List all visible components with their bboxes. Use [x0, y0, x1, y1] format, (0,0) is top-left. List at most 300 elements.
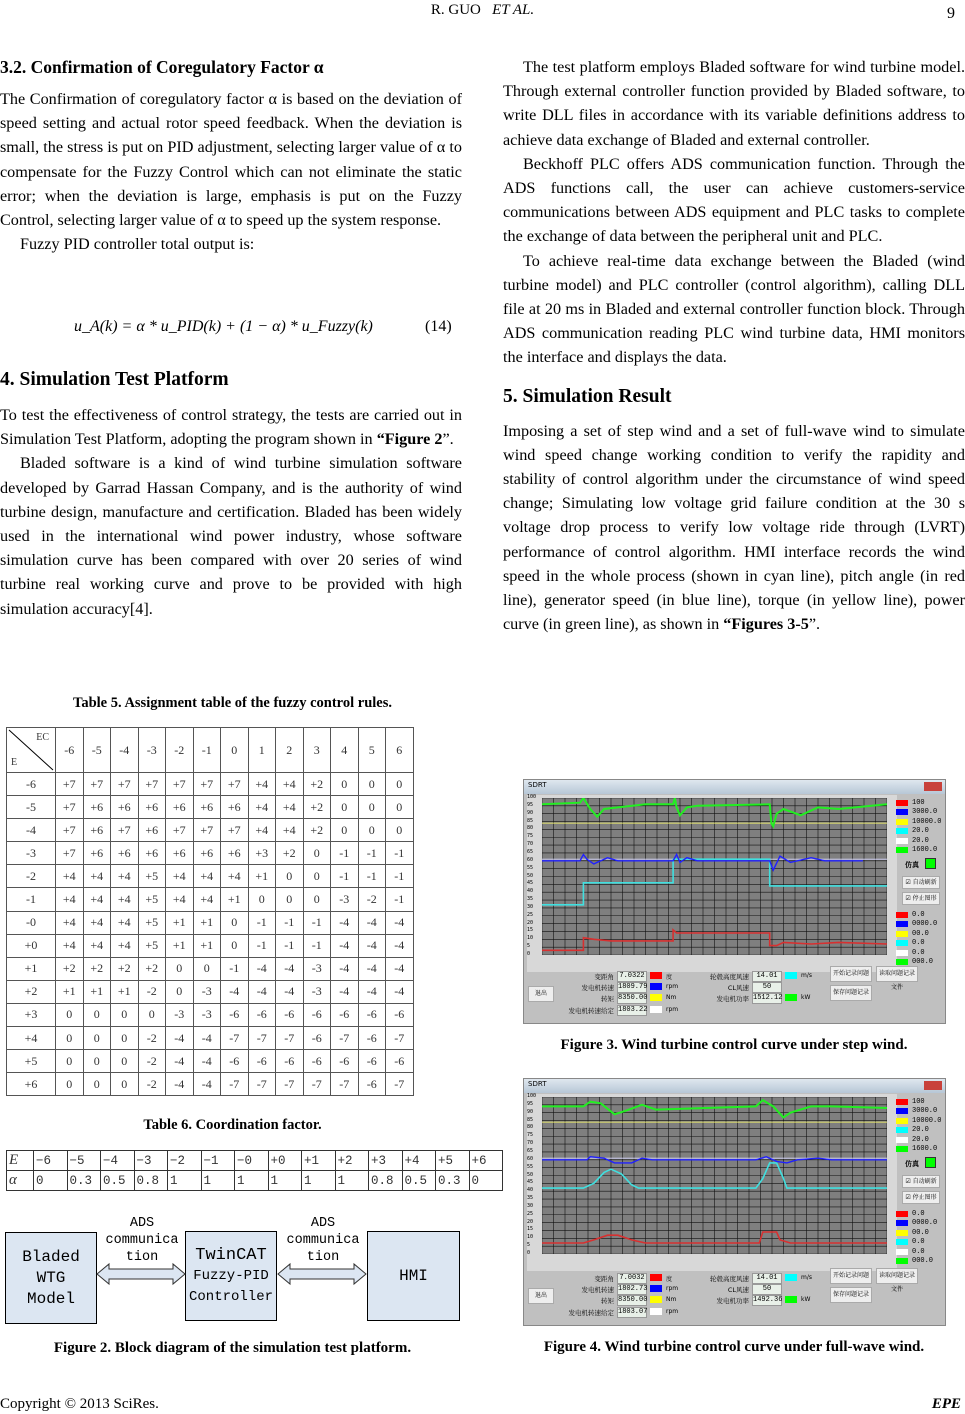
y-tick: 30 — [527, 903, 534, 910]
table-cell: 0 — [111, 1027, 139, 1050]
legend-item — [896, 817, 941, 827]
running-header — [0, 2, 965, 24]
table-row — [7, 888, 414, 911]
section-4-title: 4. Simulation Test Platform — [0, 369, 229, 390]
figure-4-hmi-screenshot — [523, 1078, 946, 1326]
legend-value: 000.0 — [912, 1257, 934, 1266]
table-cell: +7 — [111, 819, 139, 842]
unit: 度 — [666, 1276, 673, 1283]
table-cell: +4 — [56, 911, 84, 934]
y-tick: 40 — [527, 1187, 534, 1194]
block-label: Fuzzy-PID — [193, 1267, 269, 1284]
color-swatch — [896, 1137, 908, 1143]
figure-2-reference[interactable]: “Figure 2 — [376, 430, 443, 449]
table-row — [7, 1003, 414, 1026]
table-cell: -6 — [276, 1003, 304, 1026]
window-title: SDRT — [528, 781, 547, 789]
legend — [896, 1209, 937, 1266]
color-swatch — [650, 1308, 662, 1315]
y-tick: 70 — [527, 1140, 534, 1147]
table-cell: -1 — [331, 842, 359, 865]
table-cell: -6 — [303, 1050, 331, 1073]
table-cell: +4 — [56, 888, 84, 911]
e-value: +5 — [436, 1151, 470, 1171]
gen_speed-value: 1809.79 — [618, 983, 648, 991]
table-cell: +4 — [83, 865, 111, 888]
y-tick: 100 — [527, 794, 537, 800]
table-cell: 0 — [111, 1073, 139, 1096]
e-label: E — [11, 757, 18, 768]
y-tick: 85 — [527, 817, 534, 824]
unit: rpm — [666, 1308, 679, 1315]
figures-3-5-reference[interactable]: “Figures 3-5 — [723, 615, 809, 634]
legend-value: 3000.0 — [912, 808, 938, 817]
table-cell: 0 — [111, 1003, 139, 1026]
table-row — [7, 1027, 414, 1050]
table-cell: +2 — [56, 957, 84, 980]
legend-value: 1600.0 — [912, 1145, 938, 1154]
close-icon[interactable] — [924, 1081, 942, 1090]
table-cell: -1 — [358, 842, 386, 865]
table-cell: 0 — [386, 819, 414, 842]
table-cell: +4 — [83, 911, 111, 934]
alpha-value: 0.5 — [101, 1171, 135, 1191]
table-cell: +4 — [111, 888, 139, 911]
field-label: 发电机功率 — [716, 1297, 749, 1305]
table-cell: 0 — [56, 1050, 84, 1073]
legend-value: 3000.0 — [912, 1107, 938, 1116]
exit-button[interactable]: 退出 — [528, 986, 554, 1002]
table-cell: +4 — [276, 796, 304, 819]
table-cell: 0 — [303, 888, 331, 911]
table-cell: -7 — [221, 1027, 249, 1050]
table-cell: 0 — [248, 888, 276, 911]
table-cell: +4 — [111, 865, 139, 888]
table-cell: -4 — [193, 1050, 221, 1073]
y-tick: 100 — [527, 1093, 537, 1099]
plot-area — [542, 1097, 887, 1254]
table-cell: -6 — [358, 1003, 386, 1026]
right-paragraph-2: Beckhoff PLC offers ADS communication function. Through the ADS functions call, the user can achieve customers-service communications between ADS equipment and PLC tasks to complete the exchange of data between the peripheral unit and PLC. — [503, 154, 965, 246]
table-cell: -1 — [331, 865, 359, 888]
table-cell: +7 — [111, 773, 139, 796]
row-header: +2 — [7, 980, 56, 1003]
ads-link-label-1 — [104, 1215, 180, 1266]
table-5-caption: Table 5. Assignment table of the fuzzy control rules. — [73, 695, 392, 711]
table-cell: +6 — [83, 842, 111, 865]
e-value: −6 — [34, 1151, 68, 1171]
table-row — [7, 842, 414, 865]
hub_wind-value: 14.01 — [752, 971, 782, 982]
table-cell: -1 — [358, 865, 386, 888]
legend-item — [896, 1116, 941, 1126]
column-header: -2 — [166, 728, 194, 773]
table-6-caption: Table 6. Coordination factor. — [143, 1117, 322, 1133]
table-row — [7, 934, 414, 957]
stop-graph-checkbox[interactable]: ☑ 停止图形 — [902, 892, 940, 905]
read-record-button[interactable]: 读取问题记录文件 — [876, 1268, 918, 1284]
table-cell: 0 — [83, 1073, 111, 1096]
gen_speed-value: 1802.73 — [618, 1285, 648, 1293]
table-cell: -6 — [358, 1073, 386, 1096]
color-swatch — [650, 1285, 662, 1292]
table-cell: -4 — [193, 1027, 221, 1050]
table-row — [7, 957, 414, 980]
color-swatch — [650, 1296, 662, 1303]
table-cell: -6 — [358, 1050, 386, 1073]
y-tick: 20 — [527, 919, 534, 926]
y-tick: 5 — [527, 943, 531, 950]
row-header: -5 — [7, 796, 56, 819]
figure-3-caption: Figure 3. Wind turbine control curve under step wind. — [560, 1037, 908, 1053]
table-cell: +1 — [83, 980, 111, 1003]
column-header: -6 — [56, 728, 84, 773]
table-cell: 0 — [111, 1050, 139, 1073]
field-label: 轮毂高度风速 — [710, 1275, 749, 1283]
color-swatch — [650, 994, 662, 1001]
table-cell: +4 — [56, 934, 84, 957]
read-record-button[interactable]: 读取问题记录文件 — [876, 966, 918, 982]
color-swatch — [896, 828, 908, 834]
table-cell: +4 — [221, 865, 249, 888]
table-cell: +4 — [56, 865, 84, 888]
table-cell: +5 — [138, 865, 166, 888]
table-cell: +7 — [193, 819, 221, 842]
color-swatch — [785, 994, 797, 1001]
table-cell: -7 — [276, 1027, 304, 1050]
column-header: -5 — [83, 728, 111, 773]
color-swatch — [785, 1296, 797, 1303]
section-4-paragraph-1 — [0, 403, 462, 451]
legend-value: 10000.0 — [912, 817, 942, 826]
table-cell: +6 — [138, 819, 166, 842]
figure-4-caption: Figure 4. Wind turbine control curve under full-wave wind. — [543, 1339, 925, 1355]
cl-value: 50 — [752, 982, 782, 993]
legend-item — [896, 1107, 941, 1117]
table-header-row — [7, 728, 414, 773]
table-cell: -7 — [331, 1027, 359, 1050]
table-cell: -4 — [276, 980, 304, 1003]
alpha-value: 0.3 — [67, 1171, 101, 1191]
legend-value: 20.0 — [912, 827, 929, 836]
table-cell: +2 — [276, 842, 304, 865]
simulation-indicator — [925, 858, 936, 869]
e-value: −2 — [168, 1151, 202, 1171]
table-cell: +6 — [193, 842, 221, 865]
y-tick: 30 — [527, 1202, 534, 1209]
table-cell: +3 — [248, 842, 276, 865]
table-cell: +6 — [221, 796, 249, 819]
legend-value: 1600.0 — [912, 846, 938, 855]
start-record-button[interactable]: 开始记录问题 — [830, 966, 872, 982]
alpha-value: 0 — [469, 1171, 503, 1191]
alpha-value: 1 — [268, 1171, 302, 1191]
legend-item — [896, 920, 937, 930]
equation-14: u_A(k) = α * u_PID(k) + (1 − α) * u_Fuzzy(k) — [74, 318, 373, 335]
e-value: +0 — [268, 1151, 302, 1171]
table-cell: 0 — [83, 1027, 111, 1050]
y-tick: 55 — [527, 1163, 534, 1170]
table-cell: 0 — [331, 773, 359, 796]
row-header: -1 — [7, 888, 56, 911]
hub_wind-value: 14.01 — [752, 1273, 782, 1284]
table-cell: +7 — [193, 773, 221, 796]
column-header: -3 — [138, 728, 166, 773]
field-label: 发电机转速 — [581, 984, 614, 992]
simulation-label: 仿真 — [905, 1160, 919, 1168]
table-cell: +4 — [166, 888, 194, 911]
table-cell: -1 — [386, 865, 414, 888]
table-cell: 0 — [221, 911, 249, 934]
save-record-button[interactable]: 保存问题记录 — [830, 1287, 872, 1303]
right-paragraph-1: The test platform employs Bladed software for wind turbine model. Through external controller function provided by Bladed software, to write DLL files in accordance with its variable definitions address to achieve data exchange of Bladed and external controller. — [503, 58, 965, 149]
table-cell: -6 — [221, 1050, 249, 1073]
table-cell: +6 — [221, 842, 249, 865]
table-cell: +4 — [193, 888, 221, 911]
save-record-button[interactable]: 保存问题记录 — [830, 985, 872, 1001]
table-cell: +4 — [276, 819, 304, 842]
y-tick: 90 — [527, 1108, 534, 1115]
et-al: ET AL. — [492, 2, 535, 18]
table-cell: +5 — [138, 888, 166, 911]
table-cell: -4 — [386, 957, 414, 980]
y-tick: 0 — [527, 951, 531, 957]
table-cell: -3 — [303, 957, 331, 980]
table-cell: 0 — [276, 865, 304, 888]
color-swatch — [896, 1146, 908, 1152]
color-swatch — [650, 1274, 662, 1281]
row-header: -3 — [7, 842, 56, 865]
table-cell: +4 — [248, 796, 276, 819]
table-cell: -6 — [386, 1050, 414, 1073]
table-cell: -7 — [331, 1073, 359, 1096]
table-corner-cell — [7, 728, 56, 773]
cl-value: 50 — [752, 1284, 782, 1295]
ec-label: EC — [36, 732, 49, 743]
color-swatch — [896, 847, 908, 853]
bladed-wtg-block — [5, 1232, 97, 1324]
legend — [896, 910, 937, 967]
table-cell: -2 — [138, 1073, 166, 1096]
field-label: 发电机转速给定 — [568, 1309, 614, 1317]
link-label: communica — [105, 1233, 179, 1248]
y-tick: 65 — [527, 1147, 534, 1154]
legend-item — [896, 948, 937, 958]
author-name: R. GUO — [430, 2, 481, 18]
color-swatch — [896, 1220, 908, 1226]
color-swatch — [650, 1006, 662, 1013]
gen_set-value: 1803.07 — [618, 1308, 648, 1316]
table-row — [7, 911, 414, 934]
y-tick: 45 — [527, 1179, 534, 1186]
y-tick: 60 — [527, 1155, 534, 1162]
y-tick: 25 — [527, 1210, 534, 1217]
column-header: 2 — [276, 728, 304, 773]
table-cell: +4 — [83, 888, 111, 911]
row-label: α — [7, 1171, 34, 1191]
legend-item — [896, 1209, 937, 1219]
e-value: +4 — [402, 1151, 436, 1171]
y-tick: 10 — [527, 935, 534, 942]
exit-button[interactable]: 退出 — [528, 1288, 554, 1304]
color-swatch — [785, 972, 797, 979]
table-cell: -1 — [248, 934, 276, 957]
figure-3-hmi-screenshot — [523, 779, 946, 1024]
double-arrow-icon — [95, 1262, 187, 1286]
table-row — [7, 1050, 414, 1073]
table-cell: -4 — [358, 980, 386, 1003]
table-cell: +6 — [111, 796, 139, 819]
checkbox-label: 自动刷新 — [912, 879, 937, 886]
color-swatch — [896, 912, 908, 918]
power-value: 1512.12 — [753, 994, 783, 1002]
e-value: +2 — [335, 1151, 369, 1171]
table-cell: -7 — [221, 1073, 249, 1096]
table-cell: -6 — [358, 1027, 386, 1050]
color-swatch — [896, 921, 908, 927]
table-cell: +1 — [166, 934, 194, 957]
journal-name: EPE — [931, 1396, 961, 1412]
table-cell: +1 — [111, 980, 139, 1003]
pitch-value: 7.0032 — [617, 1273, 647, 1284]
table-cell: 0 — [193, 957, 221, 980]
y-tick: 90 — [527, 809, 534, 816]
section-3-2-title: 3.2. Confirmation of Coregulatory Factor α — [0, 57, 324, 77]
field-label: 转矩 — [601, 1297, 614, 1305]
table-cell: 0 — [56, 1027, 84, 1050]
unit: m/s — [801, 972, 812, 979]
power-value: 1492.36 — [753, 1296, 783, 1304]
table-cell: 0 — [303, 842, 331, 865]
e-value: +6 — [469, 1151, 503, 1171]
link-label: communica — [286, 1233, 360, 1248]
y-tick: 50 — [527, 872, 534, 879]
table-cell: 0 — [303, 865, 331, 888]
legend-value: 0.0 — [912, 948, 925, 957]
table-cell: +1 — [56, 980, 84, 1003]
row-header: +4 — [7, 1027, 56, 1050]
field-label: CL风速 — [727, 984, 749, 992]
unit: rpm — [666, 983, 679, 990]
table-row — [7, 819, 414, 842]
unit: Nm — [666, 1296, 677, 1303]
link-label: tion — [125, 1250, 159, 1265]
column-header: -1 — [193, 728, 221, 773]
window-titlebar — [524, 780, 945, 794]
legend-value: 0.0 — [912, 939, 925, 948]
auto-refresh-checkbox[interactable]: ☑ 自动刷新 — [902, 876, 940, 889]
field-label: 发电机转速给定 — [568, 1007, 614, 1015]
column-header: 5 — [358, 728, 386, 773]
table-cell: +1 — [166, 911, 194, 934]
close-icon[interactable] — [924, 782, 942, 791]
e-value: +1 — [302, 1151, 336, 1171]
y-tick: 45 — [527, 880, 534, 887]
table-cell: -1 — [221, 957, 249, 980]
legend — [896, 798, 941, 855]
start-record-button[interactable]: 开始记录问题 — [830, 1268, 872, 1284]
y-tick: 75 — [527, 833, 534, 840]
column-header: 0 — [221, 728, 249, 773]
table-cell: -4 — [221, 980, 249, 1003]
table-cell: -6 — [386, 1003, 414, 1026]
table-cell: 0 — [331, 819, 359, 842]
simulation-label: 仿真 — [905, 861, 919, 869]
legend-value: 10000.0 — [912, 1116, 942, 1125]
table-cell: -4 — [386, 980, 414, 1003]
legend-item — [896, 836, 941, 846]
field-label: CL风速 — [727, 1286, 749, 1294]
section-3-2-paragraph: The Confirmation of coregulatory factor α is based on the deviation of speed setting and actual rotor speed feedback. When the deviation is small, the stress is put on PID adjustment, selecting larger value of α to compensate for the Fuzzy Control which can not eliminate the static error; when the deviation is large, emphasis is put on the Fuzzy Control, selecting larger value of α to speed up the system response. — [0, 90, 462, 230]
auto-refresh-checkbox[interactable]: ☑ 自动刷新 — [902, 1175, 940, 1188]
table-cell: +7 — [166, 773, 194, 796]
row-header: +1 — [7, 957, 56, 980]
legend-value: 0.0 — [912, 910, 925, 919]
e-value: +3 — [369, 1151, 403, 1171]
table-cell: +6 — [83, 819, 111, 842]
y-tick: 5 — [527, 1242, 531, 1249]
table-cell: -6 — [331, 1050, 359, 1073]
table-cell: 0 — [56, 1003, 84, 1026]
table-cell: 0 — [83, 1050, 111, 1073]
table-cell: +2 — [303, 773, 331, 796]
table-cell: -6 — [248, 1003, 276, 1026]
column-header: 1 — [248, 728, 276, 773]
field-label: 变距角 — [594, 1275, 614, 1283]
gen_set-value: 1803.22 — [618, 1006, 648, 1014]
copyright: Copyright © 2013 SciRes. — [0, 1396, 159, 1412]
unit: rpm — [666, 1285, 679, 1292]
row-header: -4 — [7, 819, 56, 842]
field-label: 发电机转速 — [581, 1286, 614, 1294]
legend — [896, 1097, 941, 1154]
legend-value: 20.0 — [912, 836, 929, 845]
table-cell: -7 — [386, 1073, 414, 1096]
color-swatch — [896, 1099, 908, 1105]
table-cell: +7 — [56, 796, 84, 819]
alpha-value: 1 — [302, 1171, 336, 1191]
y-tick: 10 — [527, 1234, 534, 1241]
color-swatch — [896, 1258, 908, 1264]
table-cell: +1 — [193, 911, 221, 934]
y-tick: 80 — [527, 825, 534, 832]
link-label: tion — [306, 1250, 340, 1265]
table-cell: -4 — [248, 957, 276, 980]
legend-value: 0000.0 — [912, 920, 938, 929]
table-cell: +6 — [166, 842, 194, 865]
table-row — [7, 1073, 414, 1096]
table-row — [7, 773, 414, 796]
color-swatch — [896, 1211, 908, 1217]
window-title: SDRT — [528, 1080, 547, 1088]
table-cell: -7 — [386, 1027, 414, 1050]
color-swatch — [896, 1230, 908, 1236]
y-tick: 0 — [527, 1250, 531, 1256]
table-cell: 0 — [386, 796, 414, 819]
stop-graph-checkbox[interactable]: ☑ 停止图形 — [902, 1191, 940, 1204]
alpha-value: 0.5 — [402, 1171, 436, 1191]
page-number: 9 — [947, 5, 955, 22]
legend-value: 100 — [912, 1097, 925, 1106]
table-cell: -4 — [331, 911, 359, 934]
table-cell: +6 — [166, 796, 194, 819]
e-value: −3 — [134, 1151, 168, 1171]
table-cell: 0 — [166, 980, 194, 1003]
color-swatch — [896, 959, 908, 965]
legend-item — [896, 1126, 941, 1136]
table-cell: +4 — [248, 773, 276, 796]
table-cell: +6 — [138, 796, 166, 819]
